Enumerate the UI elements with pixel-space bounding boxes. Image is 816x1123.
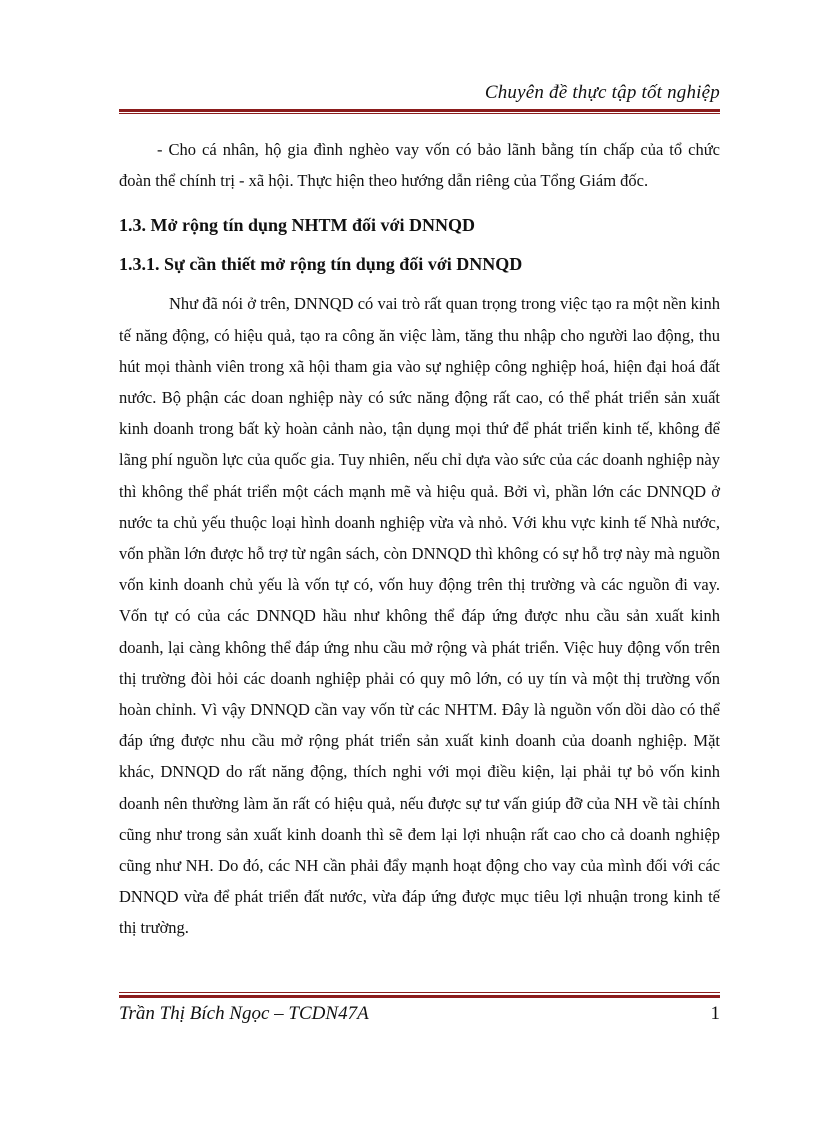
page-number: 1 [710,1003,720,1024]
footer-rule-thin [119,992,720,993]
header-rule-thin [119,113,720,114]
intro-paragraph: - Cho cá nhân, hộ gia đình nghèo vay vốn có bảo lãnh bằng tín chấp của tổ chức đoàn thể chính trị - xã hội. Thực hiện theo hướng dẫn riêng của Tổng Giám đốc. [119,140,720,191]
footer-author: Trần Thị Bích Ngọc – TCDN47A [119,1003,369,1024]
footer-rule-thick [119,995,720,998]
header-rule-thick [119,109,720,112]
main-paragraph: Như đã nói ở trên, DNNQD có vai trò rất quan trọng trong việc tạo ra một nền kinh tế năng động, có hiệu quả, tạo ra công ăn việc làm, tăng thu nhập cho người lao động, thu hút mọi thành viên trong xã hội tham gia vào sự nghiệp công nghiệp hoá, hiện đại hoá đất nước. Bộ phận các doan nghiệp này có sức năng động rất cao, có thể phát triển sản xuất kinh doanh trong bất kỳ hoàn cảnh nào, tận dụng mọi thứ để phát triển kinh tế, không để lãng phí nguồn lực của quốc gia. Tuy nhiên, nếu chỉ dựa vào sức của các doanh nghiệp này thì không thể phát triển một cách mạnh mẽ và hiệu quả. Bởi vì, phần lớn các DNNQD ở nước ta chủ yếu thuộc loại hình doanh nghiệp vừa và nhỏ. Với khu vực kinh tế Nhà nước, vốn phần lớn được hỗ trợ từ ngân sách, còn DNNQD thì không có sự hỗ trợ này mà nguồn vốn kinh doanh chủ yếu là vốn tự có, vốn huy động trên thị trường và các nguồn đi vay. Vốn tự có của các DNNQD hầu như không thể đáp ứng được nhu cầu sản xuất kinh doanh, lại càng không thể đáp ứng nhu cầu mở rộng và phát triển. Việc huy động vốn trên thị trường đòi hỏi các doanh nghiệp phải có quy mô lớn, có uy tín và một thị trường vốn hoàn chỉnh. Vì vậy DNNQD cần vay vốn từ các NHTM. Đây là nguồn vốn dồi dào có thể đáp ứng được nhu cầu mở rộng phát triển sản xuất kinh doanh của doanh nghiệp. Mặt khác, DNNQD do rất năng động, thích nghi với mọi điều kiện, lại phải tự bỏ vốn kinh doanh nên thường làm ăn rất có hiệu quả, nếu được sự tư vấn giúp đỡ của NH về tài chính cũng như trong sản xuất kinh doanh thì sẽ đem lại lợi nhuận rất cao cho cả doanh nghiệp cũng như NH. Do đó, các NH cần phải đẩy mạnh hoạt động cho vay của mình đối với các DNNQD vừa để phát triển đất nước, vừa đáp ứng được mục tiêu lợi nhuận trong kinh tế thị trường. [119,294,720,938]
section-heading: 1.3. Mở rộng tín dụng NHTM đối với DNNQD [119,215,475,236]
subsection-heading: 1.3.1. Sự cần thiết mở rộng tín dụng đối với DNNQD [119,254,523,275]
header-title: Chuyên đề thực tập tốt nghiệp [484,82,720,103]
page-content [119,134,720,944]
